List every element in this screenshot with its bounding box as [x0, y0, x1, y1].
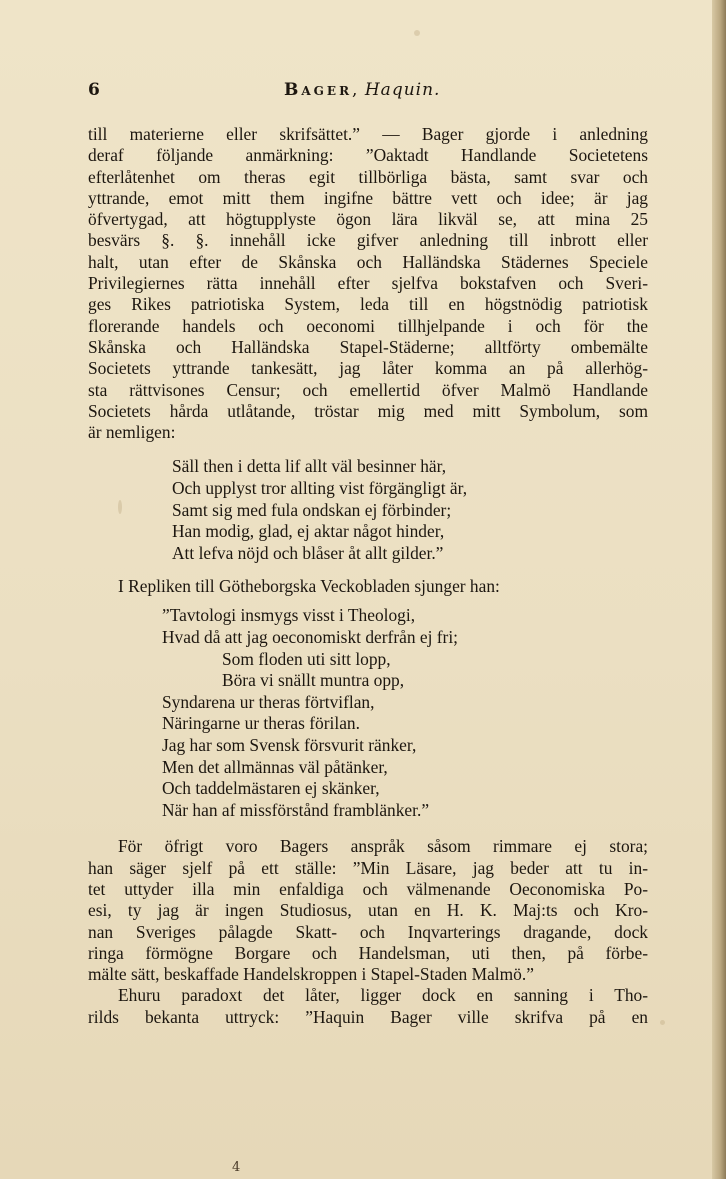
text-line: ringa förmögne Borgare och Handelsman, uti then, på förbe-	[88, 942, 648, 963]
verse-line: Och upplyst tror allting vist förgängligt är,	[172, 478, 468, 499]
paragraph-3	[88, 985, 648, 1028]
verse-line: Böra vi snällt muntra opp,	[222, 670, 405, 691]
text-line: ges Rikes patriotiska System, leda till en högstnödig patriotisk	[88, 294, 648, 315]
paragraph-2	[88, 836, 648, 985]
text-line: Skånska och Halländska Stapel-Städerne; alltförty ombemälte	[88, 336, 648, 357]
running-header	[88, 80, 648, 106]
verse-line: Och taddelmästaren ej skänker,	[162, 778, 380, 799]
signature-mark: 4	[232, 1160, 241, 1175]
text-line: Ehuru paradoxt det låter, ligger dock en sanning i Tho-	[118, 985, 648, 1006]
verse-line: Som floden uti sitt lopp,	[222, 648, 391, 669]
page-edge-shadow	[712, 0, 726, 1179]
text-line: halt, utan efter de Skånska och Halländska Städernes Speciele	[88, 251, 648, 272]
text-line: till materierne eller skrifsättet.” — Bager gjorde i anledning	[88, 124, 648, 144]
text-line: Societets yttrande tankesätt, jag låter komma an på allerhög-	[88, 358, 648, 379]
text-line: rilds bekanta uttryck: ”Haquin Bager ville skrifva på en	[88, 1006, 648, 1027]
text-line: florerande handels och oeconomi tillhjelpande i och för the	[88, 315, 648, 336]
verse-line: När han af missförstånd framblänker.”	[162, 799, 430, 820]
text-line: Societets hårda utlåtande, tröstar mig med mitt Symbolum, som	[88, 400, 648, 421]
running-head-separator: ,	[352, 80, 359, 100]
text-line: esi, ty jag är ingen Studiosus, utan en H. K. Maj:ts och Kro-	[88, 900, 648, 921]
text-line: sta rättvisones Censur; och emellertid öfver Malmö Handlande	[88, 379, 648, 400]
running-head-title	[284, 80, 440, 100]
paper-stain	[414, 30, 420, 36]
verse-line: Att lefva nöjd och blåser åt allt gilder.”	[172, 542, 444, 563]
text-line: För öfrigt voro Bagers anspråk såsom rimmare ej stora;	[118, 836, 648, 857]
verse-line: Hvad då att jag oeconomiskt derfrån ej fri;	[162, 627, 459, 648]
text-line: yttrande, emot mitt them ingifne bättre vett och idee; är jag	[88, 187, 648, 208]
text-line: deraf följande anmärkning: ”Oaktadt Handlande Societetens	[88, 145, 648, 166]
page-number: 6	[88, 80, 100, 100]
verse-line: Syndarena ur theras förtviflan,	[162, 691, 375, 712]
running-head-author: Bager	[284, 80, 353, 100]
text-line: är nemligen:	[88, 422, 176, 443]
text-line: nan Sveriges pålagde Skatt- och Inqvarterings dragande, dock	[88, 921, 648, 942]
verse-line: Men det allmännas väl påtänker,	[162, 756, 388, 777]
verse-line: Samt sig med fula ondskan ej förbinder;	[172, 499, 452, 520]
verse-line: ”Tavtologi insmygs visst i Theologi,	[162, 605, 416, 626]
running-head-given-name: Haquin.	[364, 80, 441, 100]
text-line: tet uttyder illa min enfaldiga och välmenande Oeconomiska Po-	[88, 878, 648, 899]
verse-replik	[162, 605, 648, 821]
text-line: öfvertygad, att högtupplyste ögon lära likväl se, att mina 25	[88, 209, 648, 230]
body-text	[88, 124, 648, 1028]
paragraph-1	[88, 124, 648, 443]
text-line: mälte sätt, beskaffade Handelskroppen i Stapel-Staden Malmö.”	[88, 964, 534, 985]
replik-remark: I Repliken till Götheborgska Veckobladen sjunger han:	[118, 576, 500, 597]
text-line: han säger sjelf på ett ställe: ”Min Läsare, jag beder att tu in-	[88, 857, 648, 878]
text-line: Privilegiernes rätta innehåll efter sjelfva bokstafven och Sveri-	[88, 273, 648, 294]
text-line: besvärs §. §. innehåll icke gifver anledning till inbrott eller	[88, 230, 648, 251]
paper-stain	[660, 1020, 665, 1025]
text-line: efterlåtenhet om theras egit tillbörliga bästa, samt svar och	[88, 166, 648, 187]
verse-line: Säll then i detta lif allt väl besinner här,	[172, 456, 447, 477]
verse-line: Han modig, glad, ej aktar något hinder,	[172, 521, 445, 542]
verse-line: Näringarne ur theras förilan.	[162, 713, 360, 734]
verse-line: Jag har som Svensk försvurit ränker,	[162, 734, 417, 755]
verse-symbolum	[172, 456, 648, 564]
